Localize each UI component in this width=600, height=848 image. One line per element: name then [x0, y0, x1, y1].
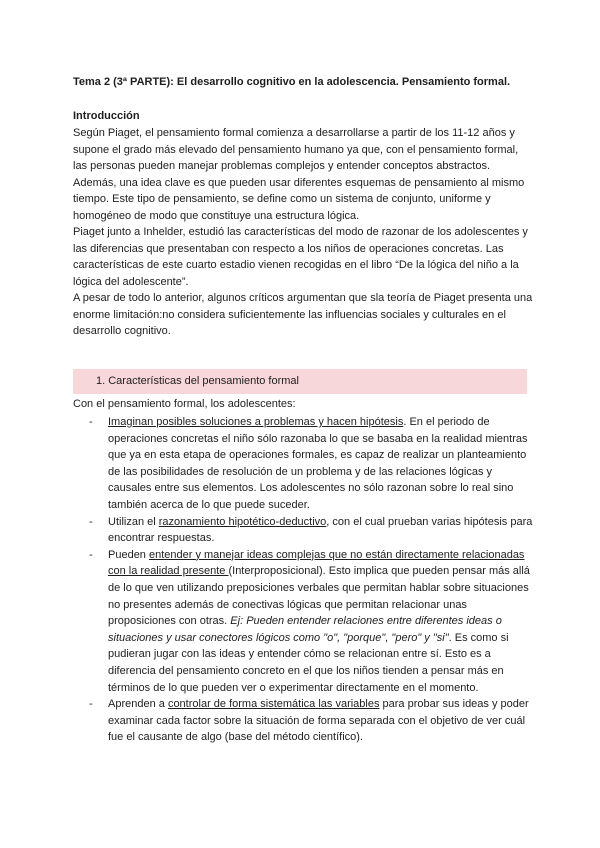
section-lead: Con el pensamiento formal, los adolescentes:: [73, 398, 296, 410]
bullet-list: [89, 414, 535, 746]
bullet-text: . En el periodo de operaciones concretas el niño sólo razonaba lo que se basaba en la realidad mientras que ya en esta etapa de operaciones formales, es capaz de realizar un planteamiento de las posibilidades de resolución de un problema y de las relaciones lógicas y causales entre sus elementos. Los adolescentes no sólo razonan sobre lo real sino también acerca de lo que puede suceder.: [108, 416, 528, 511]
bullet-pre: Utilizan el: [108, 515, 159, 528]
intro-paragraph: Piaget junto a Inhelder, estudió las características del modo de razonar de los adolescentes y las diferencias que presentaban con respecto a los niños de operaciones concretas. Las características de este cuarto estadio vienen recogidas en el libro “De la lógica del niño a la lógica del adolescente”.: [73, 226, 528, 288]
bullet-text: para probar sus ideas y poder examinar cada factor sobre la situación de forma separada con el objetivo de ver cuál fue el causante de algo (base del método científico).: [108, 698, 529, 744]
bullet-pre: Pueden: [108, 548, 149, 561]
list-item: [89, 414, 535, 514]
bullet-pre: Aprenden a: [108, 698, 168, 711]
bullet-underlined: razonamiento hipotético-deductivo: [158, 515, 327, 528]
list-item: [89, 547, 535, 696]
bullet-underlined: controlar de forma sistemática las variables: [167, 698, 380, 711]
bullet-dash: -: [89, 515, 93, 528]
bullet-example: Ej: Pueden entender relaciones entre diferentes ideas o situaciones y usar conectores lógicos como "o", "porque", "pero" y "si": [108, 615, 502, 644]
intro-paragraph: Según Piaget, el pensamiento formal comienza a desarrollarse a partir de los 11-12 años y supone el grado más elevado del pensamiento humano ya que, con el pensamiento formal, las personas pueden manejar problemas complejos y entender conceptos abstractos.: [73, 127, 519, 172]
intro-body: [73, 125, 535, 340]
document-title: Tema 2 (3ª PARTE): El desarrollo cognitivo en la adolescencia. Pensamiento formal.: [73, 76, 511, 88]
bullet-text: (Interproposicional). Esto implica que pueden pensar más allá de lo que ven utilizando preposiciones verbales que permitan hablar sobre situaciones no presentes además de conectivas lógicas que permitan relacionar unas proposiciones con otras.: [108, 565, 530, 628]
intro-paragraph: A pesar de todo lo anterior, algunos críticos argumentan que sla teoría de Piaget presenta una enorme limitación:no considera suficientemente las influencias sociales y culturales en el desarrollo cognitivo.: [73, 292, 533, 337]
bullet-text: , con el cual prueban varias hipótesis para encontrar respuestas.: [108, 515, 533, 545]
bullet-dash: -: [89, 548, 93, 561]
intro-heading: Introducción: [73, 110, 140, 122]
list-item: [89, 696, 535, 746]
bullet-underlined: entender y manejar ideas complejas que no están directamente relacionadas con la realidad presente: [108, 548, 525, 578]
section-title: 1. Características del pensamiento formal: [96, 375, 299, 387]
bullet-underlined: Imaginan posibles soluciones a problemas y hacen hipótesis: [108, 416, 404, 428]
list-item: [89, 514, 535, 547]
bullet-dash: -: [89, 416, 93, 428]
intro-paragraph: Además, una idea clave es que pueden usar diferentes esquemas de pensamiento al mismo tiempo. Este tipo de pensamiento, se define como un sistema de conjunto, uniforme y homogéneo de modo que constituye una estructura lógica.: [73, 176, 525, 222]
bullet-tail: . Es como si pudieran jugar con las ideas y entender cómo se relacionan entre sí. Esto es a diferencia del pensamiento concreto en el que los niños tienden a pensar más en términos de lo que pueden ver o experimentar directamente en el momento.: [108, 631, 509, 694]
bullet-dash: -: [89, 698, 93, 711]
